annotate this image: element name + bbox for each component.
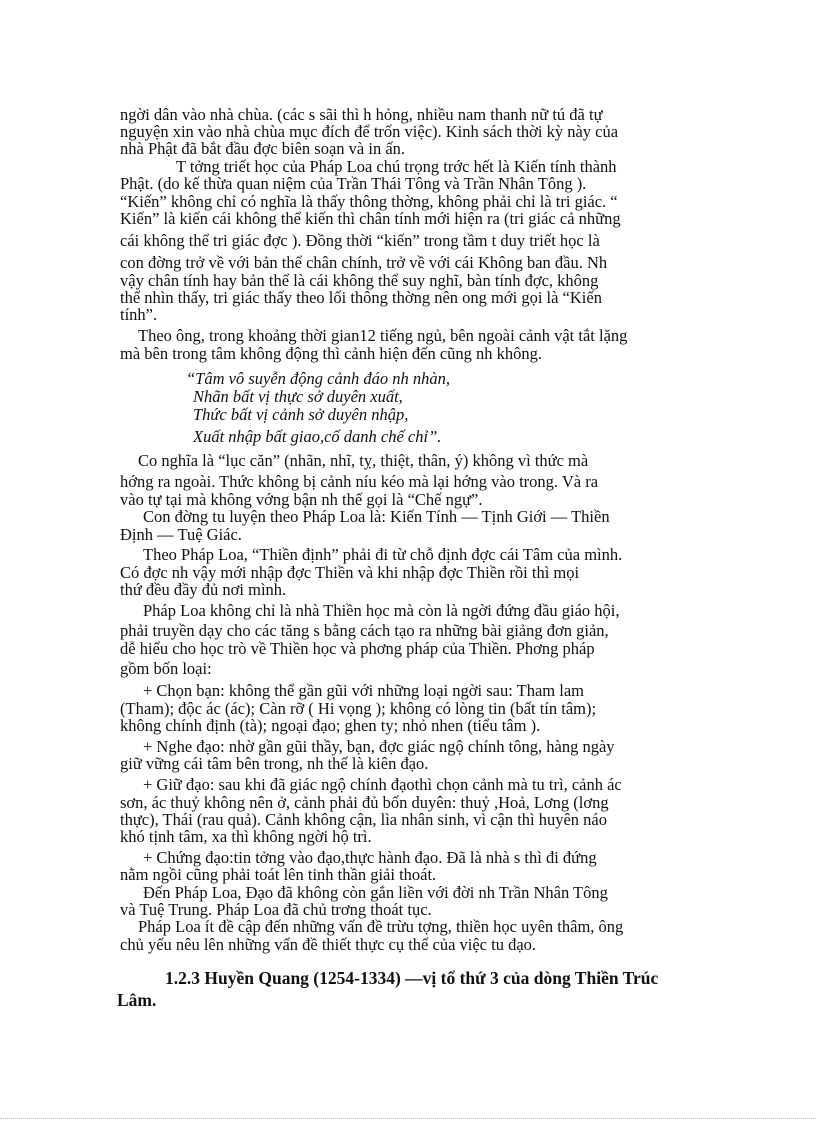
- body-text-line: Con đờng tu luyện theo Pháp Loa là: Kiến Tính — Tịnh Giới — Thiền: [143, 507, 610, 526]
- body-text-line: Pháp Loa không chỉ là nhà Thiền học mà còn là ngời đứng đầu giáo hội,: [143, 601, 620, 620]
- body-text-line: thể nhìn thấy, tri giác thấy theo lối thông thờng nên ong mới gọi là “Kiến: [120, 288, 602, 307]
- body-text-line: gồm bốn loại:: [120, 659, 212, 678]
- body-text-line: cái không thể tri giác đợc ). Đồng thời “kiến” trong tầm t duy triết học là: [120, 231, 600, 250]
- body-text-line: + Giữ đạo: sau khi đã giác ngộ chính đạothì chọn cảnh mà tu trì, cảnh ác: [143, 775, 622, 794]
- body-text-line: dễ hiểu cho học trò về Thiền học và phơng pháp của Thiền. Phơng pháp: [120, 639, 595, 658]
- body-text-line: + Nghe đạo: nhờ gần gũi thầy, bạn, đợc giác ngộ chính tông, hàng ngày: [143, 737, 615, 756]
- body-text-line: Theo Pháp Loa, “Thiền định” phải đi từ chỗ định đợc cái Tâm của mình.: [143, 545, 623, 564]
- body-text-line: thứ đều đầy đủ nơi mình.: [120, 580, 287, 599]
- body-text-line: ngời dân vào nhà chùa. (các s sãi thì h hỏng, nhiều nam thanh nữ tú đã tự: [120, 105, 603, 124]
- body-text-line: vào tự tại mà không vớng bận nh thế gọi là “Chế ngự”.: [120, 490, 483, 509]
- body-text-line: Kiến” là kiến cái không thể kiến thì chân tính mới hiện ra (tri giác cả những: [120, 209, 621, 228]
- poem-line: “Tâm vô suyễn động cảnh đáo nh nhàn,: [186, 369, 450, 388]
- body-text-line: vậy chân tính hay bản thể là cái không thể suy nghĩ, bàn tính đợc, không: [120, 271, 599, 290]
- body-text-line: (Tham); độc ác (ác); Càn rỡ ( Hi vọng ); không có lòng tin (bất tín tâm);: [120, 699, 597, 718]
- body-text-line: Co nghĩa là “lục căn” (nhãn, nhĩ, tỵ, thiệt, thân, ý) không vì thức mà: [138, 451, 589, 470]
- body-text-line: không chính định (tà); ngoại đạo; ghen ty; nhỏ nhen (tiểu tâm ).: [120, 716, 541, 735]
- body-text-line: Phật. (do kế thừa quan niệm của Trần Thái Tông và Trần Nhân Tông ).: [120, 174, 587, 193]
- body-text-line: mà bên trong tâm không động thì cảnh hiện đến cũng nh không.: [120, 344, 543, 363]
- body-text-line: khó tịnh tâm, xa thì không ngời hộ trì.: [120, 827, 372, 846]
- body-text-line: chủ yếu nêu lên những vấn đề thiết thực cụ thể của việc tu đạo.: [120, 935, 537, 954]
- body-text-line: Đến Pháp Loa, Đạo đã không còn gắn liền với đời nh Trần Nhân Tông: [143, 883, 608, 902]
- body-text-line: phải truyền dạy cho các tăng s bằng cách tạo ra những bài giảng đơn giản,: [120, 621, 609, 640]
- section-heading: 1.2.3 Huyền Quang (1254-1334) —vị tổ thứ 3 của dòng Thiền Trúc: [165, 968, 659, 988]
- poem-line: Nhãn bất vị thực sở duyên xuất,: [193, 387, 403, 406]
- body-text-line: + Chọn bạn: không thể gần gũi với những loại ngời sau: Tham lam: [143, 681, 584, 700]
- body-text-line: Theo ông, trong khoảng thời gian12 tiếng ngủ, bên ngoài cảnh vật tắt lặng: [138, 326, 628, 345]
- body-text-line: nhà Phật đã bắt đầu đợc biên soạn và in ấn.: [120, 139, 406, 158]
- body-text-line: và Tuệ Trung. Pháp Loa đã chủ trơng thoát tục.: [120, 900, 432, 919]
- body-text-line: nguyện xin vào nhà chùa mục đích để trốn việc). Kinh sách thời kỳ này của: [120, 122, 619, 141]
- poem-line: Xuất nhập bất giao,cố danh chế chỉ”.: [193, 427, 442, 446]
- body-text-line: “Kiến” không chỉ có nghĩa là thấy thông thờng, không phải chỉ là tri giác. “: [120, 192, 618, 211]
- section-heading-continuation: Lâm.: [117, 990, 157, 1010]
- body-text-line: nằm ngồi cũng phải toát lên tinh thần giải thoát.: [120, 865, 437, 884]
- body-text-line: sơn, ác thuỷ không nên ở, cảnh phải đủ bốn duyên: thuỷ ,Hoả, Lơng (lơng: [120, 793, 609, 812]
- body-text-line: tính”.: [120, 305, 158, 324]
- page-bottom-border: [0, 1118, 816, 1119]
- body-text-line: giữ vững cái tâm bên trong, nh thế là kiên đạo.: [120, 754, 429, 773]
- body-text-line: Định — Tuệ Giác.: [120, 525, 242, 544]
- body-text-line: thực), Thái (rau quả). Cảnh không cận, lìa nhân sinh, vì cận thì huyên náo: [120, 810, 608, 829]
- body-text-line: hớng ra ngoài. Thức không bị cảnh níu kéo mà lại hớng vào trong. Và ra: [120, 472, 599, 491]
- poem-line: Thức bất vị cảnh sở duyên nhập,: [193, 405, 409, 424]
- body-text-line: + Chứng đạo:tin tởng vào đạo,thực hành đạo. Đã là nhà s thì đi đứng: [143, 848, 597, 867]
- body-text-line: Pháp Loa ít đề cập đến những vấn đề trừu tợng, thiền học uyên thâm, ông: [138, 917, 624, 936]
- body-text-line: T tởng triết học của Pháp Loa chú trọng trớc hết là Kiến tính thành: [176, 157, 617, 176]
- body-text-line: con đờng trở về với bản thể chân chính, trở về với cái Không ban đầu. Nh: [120, 253, 608, 272]
- body-text-line: Có đợc nh vậy mới nhập đợc Thiền và khi nhập đợc Thiền rồi thì mọi: [120, 563, 580, 582]
